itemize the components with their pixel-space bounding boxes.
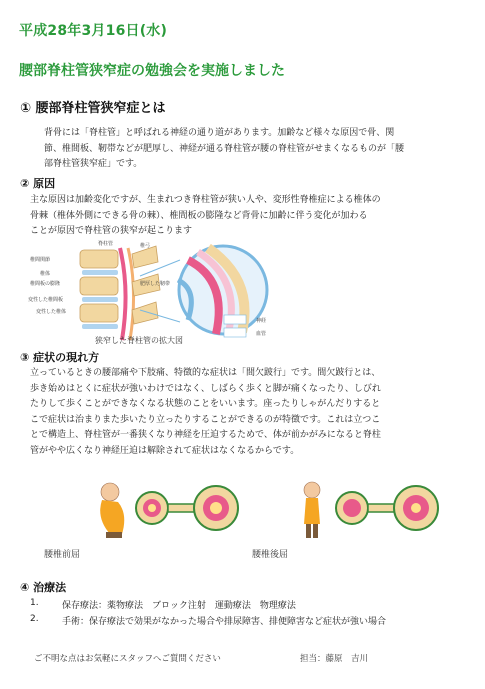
spine-illustration: [28, 240, 273, 350]
section2-line: 骨棘（椎体外側にできる骨の棘）、椎間板の膨隆など背骨に加齢に伴う変化が加わる: [30, 210, 368, 221]
section3-line: 立っているときの腰部痛や下肢痛、特徴的な症状は「間欠跛行」です。間欠跛行とは、: [30, 368, 381, 378]
section3-heading: ③ 症状の現れ方: [20, 351, 100, 364]
label-nerve: 神経: [256, 318, 267, 324]
posture-flexion-figure: [88, 478, 248, 540]
section1-heading: ① 腰部脊柱管狭窄症とは: [20, 101, 166, 116]
footer-note: ご不明な点はお気軽にスタッフへご質問ください: [34, 654, 221, 664]
figure-caption: 狭窄した脊柱管の拡大図: [95, 336, 183, 345]
section1-line: 背骨には「脊柱管」と呼ばれる神経の通り道があります。加齢など様々な原因で骨、関: [44, 128, 395, 138]
posture-extension-figure: [288, 478, 448, 540]
label-ligament: 椎間関節: [30, 257, 51, 263]
section4-heading: ④ 治療法: [20, 581, 67, 594]
treatment-item-text: 手術：保存療法で効果がなかった場合や排尿障害、排便障害など症状が強い場合: [62, 617, 387, 627]
treatment-item: [30, 614, 39, 624]
section3-line: 管がやや広くなり神経圧迫は解除されて症状はなくなるからです。: [30, 445, 300, 456]
label-lamina: 椎弓: [140, 243, 151, 249]
label-sac: 血管: [256, 331, 267, 337]
extension-illustration: [288, 478, 448, 540]
section2-line: ことが原因で脊柱管の狭窄が起こります: [30, 226, 193, 236]
label-canal: 脊柱管: [98, 241, 114, 247]
section1-line: 節、椎間板、靭帯などが肥厚し、神経が通る脊柱管が腰の脊柱管がせまくなるものが「腰: [44, 143, 405, 154]
treatment-item-number: 2.: [30, 614, 39, 624]
label-thick: 肥厚した靭帯: [140, 281, 171, 287]
section2-heading: ② 原因: [20, 177, 56, 190]
treatment-item-number: 1.: [30, 598, 39, 608]
section3-body: [30, 366, 475, 459]
section3-line: こで症状は治まりまた歩いたり立ったりすることができるのが特徴です。これは立つこ: [30, 414, 381, 425]
flexion-illustration: [88, 478, 248, 540]
treatment-item-text: 保存療法：薬物療法 ブロック注射 運動療法 物理療法: [62, 601, 296, 611]
section3-line: とで構造上、脊柱管が一番狭くなり神経を圧迫するためで、体が前かがみになると脊柱: [30, 430, 381, 440]
footer-staff: 担当：藤原 吉川: [300, 654, 369, 664]
section1-body: [44, 126, 474, 173]
section3-line: たりして歩くことができなくなる状態のことをいいます。座ったりしゃがんだりすると: [30, 399, 381, 409]
label-facet: 変性した椎間板: [28, 297, 64, 303]
page-title: 腰部脊柱管狭窄症の勉強会を実施しました: [19, 63, 285, 79]
posture-extension-label: 腰椎後屈: [252, 550, 289, 560]
spine-figure: [28, 240, 273, 350]
posture-flexion-label: 腰椎前屈: [44, 550, 81, 560]
label-disc: 椎間板の膨隆: [30, 281, 61, 287]
label-ligflavum: 変性した椎体: [36, 309, 67, 315]
section3-line: 歩き始めはとくに症状が強いわけではなく、しばらく歩くと脚が痛くなったり、しびれ: [30, 383, 381, 394]
label-vertebra: 椎体: [40, 271, 51, 277]
date-heading: 平成28年3月16日(水): [19, 23, 168, 39]
section2-body: [30, 193, 470, 240]
section1-line: 部脊柱管狭窄症」です。: [44, 159, 143, 169]
section2-line: 主な原因は加齢変化ですが、生まれつき脊柱管が狭い人や、変形性脊椎症による椎体の: [30, 195, 381, 205]
treatment-item: [30, 598, 39, 608]
